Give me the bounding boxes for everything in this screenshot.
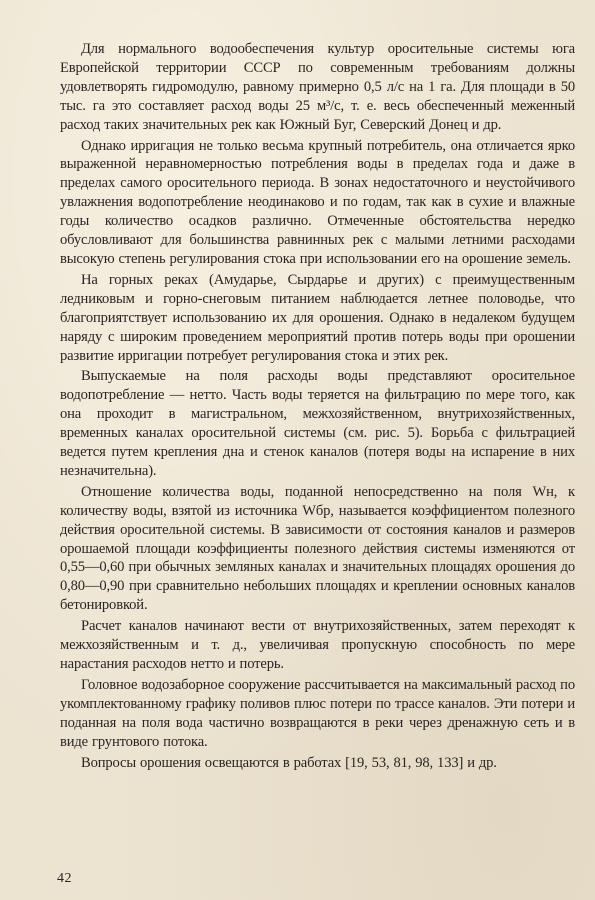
body-text — [60, 40, 575, 774]
page-number: 42 — [57, 871, 72, 886]
paragraph-references: Вопросы орошения освещаются в работах [19, 53, 81, 98, 133] и др. — [81, 754, 497, 771]
paragraph-canal-calculation: Расчет каналов начинают вести от внутрихозяйственных, затем переходят к межхозяйственным и т. д., увеличивая пропускную способность по мере нарастания расходов нетто и потерь. — [60, 618, 575, 672]
paragraph-water-supply: Для нормального водообеспечения культур оросительные системы юга Европейской территории СССР по современным требованиям должны удовлетворять гидромодулю, равному примерно 0,5 л/с на 1 га. Для площади в 50 тыс. га это составляет расход воды 25 м³/с, т. е. весь обеспеченный меженный расход таких значительных рек как Южный Буг, Северский Донец и др. — [60, 41, 575, 133]
paragraph-mountain-rivers: На горных реках (Амударье, Сырдарье и других) с преимущественным ледниковым и горно-снеговым питанием наблюдается летнее половодье, что благоприятствует использованию их для орошения. Однако в недалеком будущем наряду с широким проведением мероприятий против потерь воды при орошении развитие ирригации потребует регулирования стока и этих рек. — [60, 271, 575, 364]
paragraph-system-efficiency: Отношение количества воды, поданной непосредственно на поля Wн, к количеству воды, взятой из источника Wбр, называется коэффициентом полезного действия оросительной системы. В зависимости от состояния каналов и размеров орошаемой площади коэффициенты полезного действия системы изменяются от 0,55—0,60 при обычных земляных каналах и значительных площадях орошения до 0,80—0,90 при сравнительно небольших площадях и креплении основных каналов бетонировкой. — [60, 483, 575, 614]
paragraph-filtration-losses: Выпускаемые на поля расходы воды представляют оросительное водопотребление — нетто. Часть воды теряется на фильтрацию по мере того, как она проходит в магистральном, межхозяйственном, внутрихозяйственных, временных каналах оросительной системы (см. рис. 5). Борьба с фильтрацией ведется путем крепления дна и стенок каналов (потеря воды на испарение в них незначительна). — [60, 368, 575, 479]
paragraph-headworks: Головное водозаборное сооружение рассчитывается на максимальный расход по укомплектованному графику поливов плюс потери по трассе каналов. Эти потери и поданная на поля вода частично возвращаются в реки через дренажную сеть и в виде грунтового потока. — [60, 676, 575, 750]
paragraph-irrigation-unevenness: Однако ирригация не только весьма крупный потребитель, она отличается ярко выраженной неравномерностью потребления воды в пределах года и даже в пределах самого оросительного периода. В зонах недостаточного и неустойчивого увлажнения водопотребление неодинаково и по годам, так как в сухие и влажные годы количество осадков различно. Отмеченные обстоятельства нередко обусловливают для большинства равнинных рек с малыми летними расходами высокую степень регулирования стока при использовании его на орошение земель. — [60, 137, 575, 267]
